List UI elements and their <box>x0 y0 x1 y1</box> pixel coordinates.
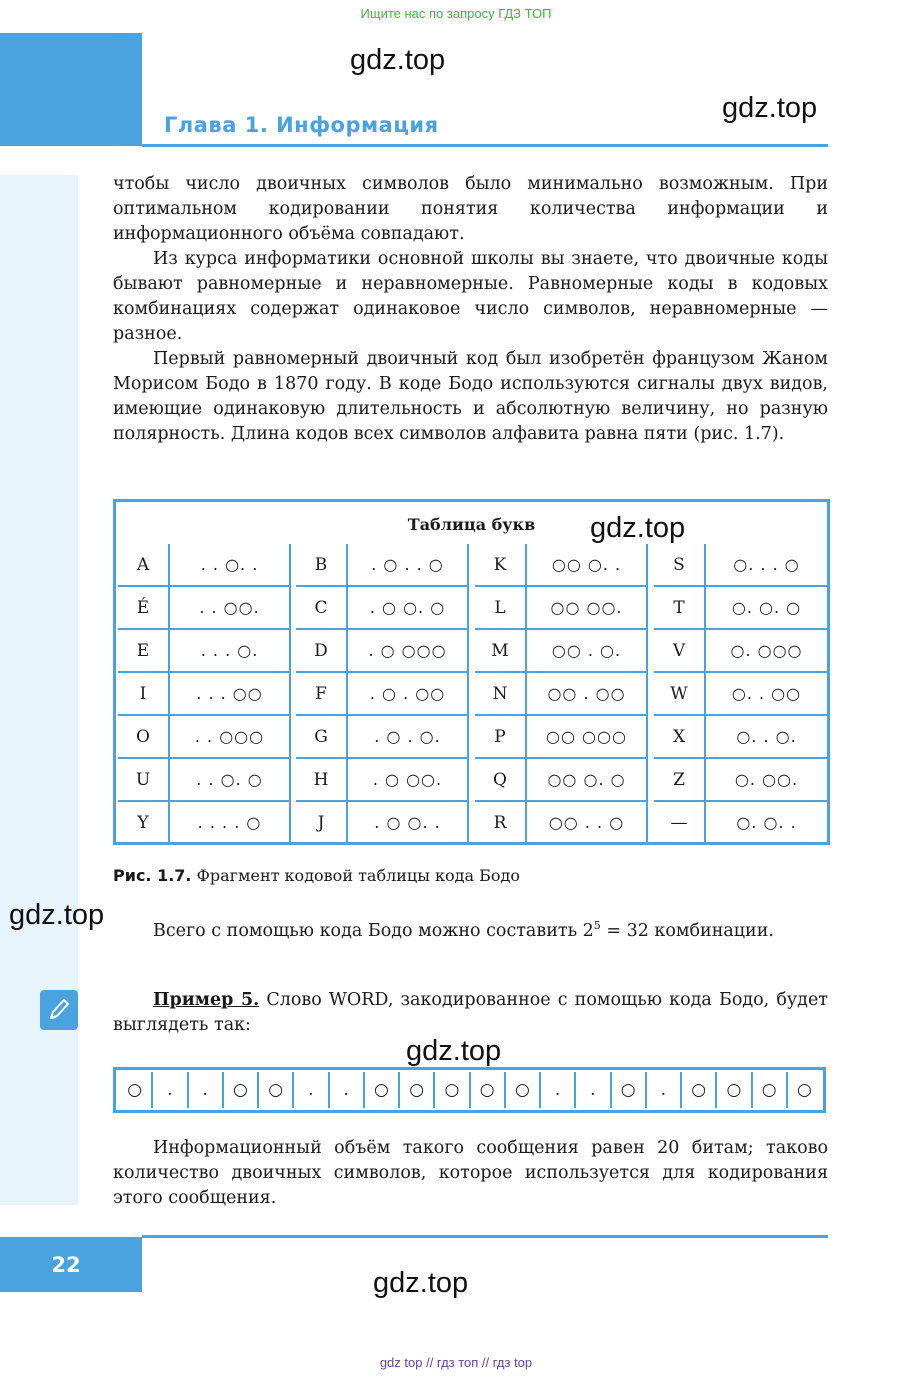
table-code: ○○ ○○○ <box>527 716 648 759</box>
table-code: ○. ○○. <box>706 759 827 802</box>
table-letter: X <box>654 716 706 759</box>
word-code-row <box>113 1067 826 1113</box>
paragraph-1: чтобы число двоичных символов было минимально возможным. При оптимальном кодировании понятия количества информации и информационного объёма совпадают. <box>113 174 828 244</box>
combinations-exponent: 5 <box>593 919 601 932</box>
combinations-after: = 32 комбинации. <box>600 920 774 941</box>
table-letter: J <box>296 802 348 845</box>
table-letter: O <box>118 716 170 759</box>
chapter-title: Глава 1. Информация <box>164 113 439 137</box>
table-code: . ○ ○. . <box>348 802 469 845</box>
header-blue-block <box>0 33 142 146</box>
table-letter: U <box>118 759 170 802</box>
table-letter: V <box>654 630 706 673</box>
table-letter: É <box>118 587 170 630</box>
table-letter: W <box>654 673 706 716</box>
conclusion-paragraph: Информационный объём такого сообщения равен 20 битам; таково количество двоичных символов, которое используется для кодирования этого сообщения. <box>113 1138 828 1208</box>
table-code: ○○ ○. ○ <box>527 759 648 802</box>
table-letter: M <box>475 630 527 673</box>
table-code: . . ○○. <box>170 587 291 630</box>
table-letter: B <box>296 544 348 587</box>
combinations-before: Всего с помощью кода Бодо можно составить 2 <box>153 920 594 941</box>
conclusion-text <box>113 1136 828 1211</box>
example-label: Пример 5. <box>153 990 260 1010</box>
watermark: gdz.top <box>373 1267 469 1299</box>
table-letter: Y <box>118 802 170 845</box>
table-code: ○○ ○. . <box>527 544 648 587</box>
table-letter: T <box>654 587 706 630</box>
code-symbol: ○ <box>612 1072 647 1108</box>
table-title: Таблица букв <box>407 515 536 534</box>
table-letter: S <box>654 544 706 587</box>
caption-text: Фрагмент кодовой таблицы кода Бодо <box>196 866 521 885</box>
watermark: gdz.top <box>722 92 818 124</box>
table-code: ○. ○. . <box>706 802 827 845</box>
table-letter: C <box>296 587 348 630</box>
table-code: ○. . . ○ <box>706 544 827 587</box>
table-letter: — <box>654 802 706 845</box>
code-symbol: ○ <box>400 1072 435 1108</box>
page-number: 22 <box>51 1252 81 1277</box>
code-symbol: . <box>541 1072 576 1108</box>
table-letter: Z <box>654 759 706 802</box>
watermark: gdz.top <box>9 899 105 931</box>
table-code: ○. . ○○ <box>706 673 827 716</box>
table-code: . ○ ○○. <box>348 759 469 802</box>
code-symbol: ○ <box>118 1072 153 1108</box>
table-code: . . . ○○ <box>170 673 291 716</box>
code-symbol: . <box>330 1072 365 1108</box>
example-block <box>113 988 828 1038</box>
code-symbol: . <box>153 1072 188 1108</box>
watermark: gdz.top <box>406 1035 502 1067</box>
table-code: . . ○. ○ <box>170 759 291 802</box>
page-number-box <box>0 1237 142 1292</box>
watermark: gdz.top <box>350 44 446 76</box>
table-letter: P <box>475 716 527 759</box>
code-symbol: ○ <box>471 1072 506 1108</box>
baudot-table <box>113 499 830 845</box>
figure-caption <box>113 866 520 885</box>
body-text-top <box>113 172 828 447</box>
table-letter: E <box>118 630 170 673</box>
code-symbol: ○ <box>224 1072 259 1108</box>
table-letter: R <box>475 802 527 845</box>
footer-divider <box>142 1235 828 1238</box>
paragraph-3: Первый равномерный двоичный код был изобретён французом Жаном Морисом Бодо в 1870 году. В коде Бодо используются сигналы двух видов, имеющие одинаковую длительность и абсолютную величину, но разную полярность. Длина кодов всех символов алфавита равна пяти (рис. 1.7). <box>113 349 828 444</box>
code-symbol: . <box>647 1072 682 1108</box>
side-strip <box>0 175 78 1205</box>
code-symbol: . <box>576 1072 611 1108</box>
table-letter: Q <box>475 759 527 802</box>
code-symbol: ○ <box>717 1072 752 1108</box>
watermark: gdz.top <box>590 512 686 544</box>
table-letter: A <box>118 544 170 587</box>
table-code: . ○ . ○. <box>348 716 469 759</box>
table-letter: D <box>296 630 348 673</box>
code-symbol: ○ <box>682 1072 717 1108</box>
table-code: ○. ○○○ <box>706 630 827 673</box>
table-code: . . ○○○ <box>170 716 291 759</box>
code-symbol: ○ <box>435 1072 470 1108</box>
table-code: . . . . ○ <box>170 802 291 845</box>
table-letter: K <box>475 544 527 587</box>
code-symbol: . <box>189 1072 224 1108</box>
code-symbol: ○ <box>753 1072 788 1108</box>
table-code: . ○ . . ○ <box>348 544 469 587</box>
table-code: . . . ○. <box>170 630 291 673</box>
table-code: ○○ ○○. <box>527 587 648 630</box>
table-code: . . ○. . <box>170 544 291 587</box>
code-symbol: . <box>294 1072 329 1108</box>
example-text: Слово WORD, закодированное с помощью кода Бодо, будет выглядеть так: <box>113 990 828 1035</box>
paragraph-2: Из курса информатики основной школы вы знаете, что двоичные коды бывают равномерные и неравномерные. Равномерные коды в кодовых комбинациях содержат одинаковое число символов, неравномерные — разное. <box>113 249 828 344</box>
code-symbol: ○ <box>259 1072 294 1108</box>
table-code: . ○ ○. ○ <box>348 587 469 630</box>
bottom-links[interactable]: gdz top // гдз топ // гдз top <box>379 1355 533 1370</box>
table-code: . ○ . ○○ <box>348 673 469 716</box>
table-code: ○. ○. ○ <box>706 587 827 630</box>
code-symbol: ○ <box>506 1072 541 1108</box>
pencil-icon <box>40 990 78 1030</box>
table-letter: N <box>475 673 527 716</box>
header-divider <box>142 144 828 147</box>
table-code: ○○ . ○. <box>527 630 648 673</box>
combinations-text <box>113 913 828 944</box>
table-letter: G <box>296 716 348 759</box>
table-code: ○. . ○. <box>706 716 827 759</box>
table-code: . ○ ○○○ <box>348 630 469 673</box>
table-letter: L <box>475 587 527 630</box>
code-symbol: ○ <box>365 1072 400 1108</box>
table-code: ○○ . ○○ <box>527 673 648 716</box>
table-letter: F <box>296 673 348 716</box>
code-symbol: ○ <box>796 1080 812 1100</box>
table-letter: I <box>118 673 170 716</box>
table-letter: H <box>296 759 348 802</box>
caption-label: Рис. 1.7. <box>113 866 192 885</box>
top-banner[interactable]: Ищите нас по запросу ГДЗ ТОП <box>360 6 552 21</box>
table-code: ○○ . . ○ <box>527 802 648 845</box>
